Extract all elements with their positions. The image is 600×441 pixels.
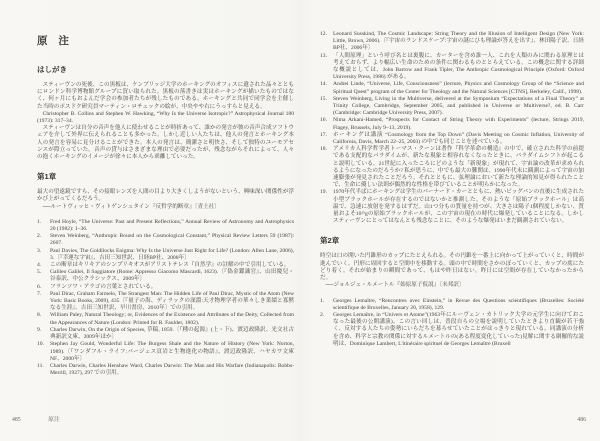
note-text: 1970年代半ばにホーキングは学生のバーナード・カーとともに、熱いビッグバンの直後に生成された小型ブラックホールが存在するのではないかと推測した。そのような「原始ブラックホール」は高温で、急速に放射を発するはずだ。山1つ分もの質量を持つが、大きさは陽子1個程度しかない、質量およそ10¹⁵gの原始ブラックホールが、この宇宙の現在の時代に爆発していることになる。しかしスティーヴンにとってはなんとも残念なことに、そのような爆発はいまだ観測されていない。	[333, 189, 584, 225]
note-text: Nima Arkani-Hamed, “Prospects for Contact of String Theory with Experiments” (lecture, Strings 2019, Flagey, Brussels, July 9–13, 2019).	[333, 117, 584, 131]
note-number: 11.	[37, 362, 44, 369]
note-number: 14.	[320, 81, 327, 88]
note-item	[320, 189, 584, 225]
preface-note: スティーヴンは自分の音声を他人に使わせることが時折あって、誰かの発言が彼の音声合成ソフトウェアを介して外界に伝えられることも多かった。しかし近しい人たちは、他人の発言とホーキング本人の発言を容易に見分けることができた。本人の発言は、簡潔さと明快さ、そして独特のユーモアセンスが際立っていた。音声の貸与はさまざまな理由で必要だったが、残念ながらそれによって、人々の抱くホーキングのイメージが徐々に本人から乖離していった。	[37, 125, 294, 161]
note-text: Charles Darwin, On the Origin of Species, 草稿, 1859.〔『種の起源』(上・下)、渡辺政隆訳、光文社古典新訳文庫、2009年ほか〕	[50, 326, 294, 341]
note-number: 1.	[37, 218, 42, 225]
note-text: Paul Davies, The Goldilocks Enigma: Why Is the Universe Just Right for Life? (London: Allen Lane, 2006), 3.〔『幸運な宇宙』、吉田三知世訳、日経BP社、2008年〕	[50, 247, 294, 261]
note-text: William Paley, Natural Theology; or, Evidences of the Existence and Attributes of the Deity, Collected from the Appearances of Nature (London: Printed for R. Faulder, 1802).	[50, 312, 294, 326]
note-item	[320, 298, 584, 312]
note-item	[37, 291, 294, 313]
note-number: 2.	[37, 233, 42, 240]
note-number: 5.	[37, 269, 42, 276]
note-number: 15.	[320, 95, 327, 102]
note-number: 13.	[320, 52, 327, 59]
note-number: 18.	[320, 146, 327, 153]
note-item	[320, 81, 584, 95]
note-number: 12.	[320, 31, 327, 37]
note-text: Galileo Galilei, Il Saggiatore (Rome: Appresso Giacomo Mascardi, 1623).〔『偽金鑑識官』、山田慶兒・谷泰訳、中公クラシックス、2009年〕	[50, 269, 294, 283]
note-text: Charles Darwin, Charles Henshaw Ward, Charles Darwin: The Man and His Warfare (Indianapolis: Bobbs-Merrill, 1927), 297 での引用。	[50, 362, 294, 377]
note-text: Stephen Jay Gould, Wonderful Life: The Burgess Shale and the Nature of History (New York: Norton, 1989).〔『ワンダフル・ライフ:バージェス頁岩と生物進化の物語』、渡辺政隆訳、ハヤカワ文庫NF、2000年〕	[50, 341, 294, 362]
note-number: 2.	[320, 311, 325, 318]
note-item	[37, 269, 294, 283]
chapter2-epigraph: 時空は口の開いた円錐形のカップにたとえられる。その円錐を一番上に向かって上がっていくと、時間が進んでいく。円形に周回すると空間中を移動する。頭の中で時間をさかのぼっていくと、カップの底にたどり着く。それが始まりの瞬間であって、もはや昨日はない。昨日には空間が存在していなかったからだ。	[320, 253, 584, 282]
note-text: 「人間原理」という呼び名とは裏腹に、カーターを含め誰一人、これを人類のみに関わる原理とは考えておらず、より幅広い生命のための条件に関わるものととらえている。この概念に関する詳細な概説としては、John Barrow and Frank Tipler, The Anthropic Cosmological Principle (Oxford: Oxford University Press, 1986) がある。	[333, 52, 584, 81]
chapter1-notes-continued-list	[320, 31, 584, 225]
note-number: 4.	[37, 262, 42, 269]
note-text: Andrei Linde, “Universe, Life, Consciousness” (lecture, Physics and Cosmology Group of the “Science and Spiritual Quest” program of the Center for Theology and the Natural Sciences [CTNS], Berkeley, Calif., 1998).	[333, 81, 584, 95]
chapter2-heading: 第2章	[320, 236, 340, 246]
note-text: Paul Dirac, Graham Farmelo, The Strangest Man: The Hidden Life of Paul Dirac, Mystic of the Atom (New York: Basic Books, 2009), 435〔『量子の海、ディラックの深淵:天才物理学者の華々しき業績と寡黙なる生涯』、吉田三知世訳、早川書房、2010年〕での引用。	[50, 290, 294, 312]
note-text: フランソワ・アラゴの言葉とされている。	[50, 283, 157, 290]
chapter1-notes-list	[37, 219, 294, 377]
right-page-number: 486	[577, 417, 586, 423]
note-item	[320, 132, 584, 146]
note-number: 1.	[320, 297, 325, 304]
note-text: Georges Lemaître, in “Univers et Atome”(1963年にルーヴェン・カトリック大学の元学生に向けておこなった最後の公開講演)。この言い回しは、普段自らの立場を説明していたときより直観が若干強く、反対する人たちの姿勢にいらだちを募らせていたことがはっきりと現れている。同講演の分析を含め、科学と宗教の関係に対するルメートルの(ある程度変化していった)見解に関する網羅的な説明は、Dominique Lambert, L'itinéraire spirituel de Georges Lemaître (Bruxell	[333, 311, 584, 347]
note-text: アメリカ人科学哲学者トーマス・クーンは著作『科学革命の構造』の中で、確立された科学の前提である支配的なパラダイムが、新たな現象と相容れなくなったときに、パラダイムシフトが起こると説明している。21世紀に入ったころにどのような「新現象」が現れて、宇宙論の改革が求められるようになったのだろうか? 私が思うに、中でも最大の難関は、1990年代末に観測によって宇宙の加速膨張が発見されたことだろう。それとともに、弦理論において新たな理論的知見が得られたことで、生命に優しい法則が偶然的な性格を帯びていることが明らかになった。	[333, 146, 584, 189]
note-number: 6.	[37, 283, 42, 290]
note-item	[320, 146, 584, 189]
note-text: ホーキングは講演 “Cosmology from the Top Down” (Davis Meeting on Cosmic Inflation, University of California, Davis, March 22–25, 2003) の中でも同じことを述べている。	[333, 131, 584, 146]
note-number: 9.	[37, 326, 42, 333]
note-item	[37, 327, 294, 341]
right-page	[300, 0, 600, 441]
note-number: 3.	[37, 247, 42, 254]
note-text: Georges Lemaître, “Rencontres avec Einstein,” in Revue des Questions scientifiques (Bruxelles: Société scientifique de Bruxelles, January 20, 1958), 129.	[333, 297, 584, 311]
note-number: 8.	[37, 312, 42, 319]
chapter2-notes-list	[320, 298, 584, 348]
note-item	[37, 341, 294, 363]
note-item	[37, 363, 294, 377]
note-text: Steven Weinberg, “Anthropic Bound on the Cosmological Constant,” Physical Review Letters 59 (1987): 2607.	[50, 233, 294, 247]
note-item	[37, 219, 294, 233]
preface-note: スティーヴンの死後、この黒板は、ケンブリッジ大学のホーキングのオフィスに遺された品々とともにロンドン科学博物館グループに買い取られた。黒板の落書きは実はホーキングが描いたものではなく、何ヶ月にもおよんだ学会の参加者たちが残したものである。ホーキングと共同で同学会を主催した当時のポスドク研究員マーティン・ロチェックの絵が、中央やや右にうっすらと見える。	[37, 82, 294, 110]
note-number: 16.	[320, 117, 327, 124]
note-item	[320, 53, 584, 82]
chapter1-epigraph-attribution: ──ルートヴィッヒ・ヴィトゲンシュタイン『反哲学的断章』〔青土社〕	[42, 203, 220, 210]
note-number: 17.	[320, 131, 327, 138]
note-item	[37, 248, 294, 262]
running-head-label: 原注	[48, 417, 60, 423]
note-item	[320, 312, 584, 348]
chapter2-epigraph-attribution: ──ジョルジュ・ルメートル『始原原子仮説』〔未邦訳〕	[325, 282, 465, 289]
note-item	[37, 312, 294, 326]
note-item	[320, 31, 584, 53]
notes-title: 原 注	[37, 35, 73, 47]
chapter1-heading: 第1章	[37, 172, 57, 182]
left-page-number: 485	[12, 417, 21, 423]
preface-heading: はしがき	[37, 65, 67, 74]
note-item	[320, 117, 584, 131]
note-number: 10.	[37, 341, 44, 348]
note-item	[37, 284, 294, 291]
note-item	[320, 96, 584, 118]
chapter1-epigraph: 最大の望遠鏡ですら、その接眼レンズを人間の目より大きくしようがないという、興味深い関係性が浮かび上がってくるだろう。	[37, 189, 295, 203]
note-text: Steven Weinberg, Living in the Multiverse, delivered at the Symposium “Expectations of a Final Theory” at Trinity College, Cambridge, September 2005, and published in Universe or Multiverse?, ed. B. Carr (Cambridge: Cambridge University Press, 2007).	[333, 95, 584, 117]
note-text: この断章はキリキアのシンプリキオスがアリストテレス『自然学』の註解の中で引用している。	[50, 262, 290, 269]
left-page-footer	[12, 414, 60, 423]
note-number: 7.	[37, 290, 42, 297]
preface-note: Christopher B. Collins and Stephen W. Hawking, “Why Is the Universe Isotropic?” Astrophysical Journal 180 (1973): 317–34.	[37, 110, 294, 125]
note-number: 19.	[320, 189, 327, 196]
note-text: Leonard Susskind, The Cosmic Landscape: String Theory and the Illusion of Intelligent Design (New York: Little, Brown, 2006).〔『宇宙のランドスケープ:宇宙の謎にひも理論が答えを出す』、林田陽子訳、日経BP社、2006年〕	[333, 31, 584, 52]
right-page-footer	[577, 417, 586, 423]
note-item	[37, 233, 294, 247]
preface-notes	[37, 82, 294, 161]
note-text: Fred Hoyle, “The Universe: Past and Present Reflections,” Annual Review of Astronomy and Astrophysics 20 (1982): 1–36.	[50, 218, 294, 233]
